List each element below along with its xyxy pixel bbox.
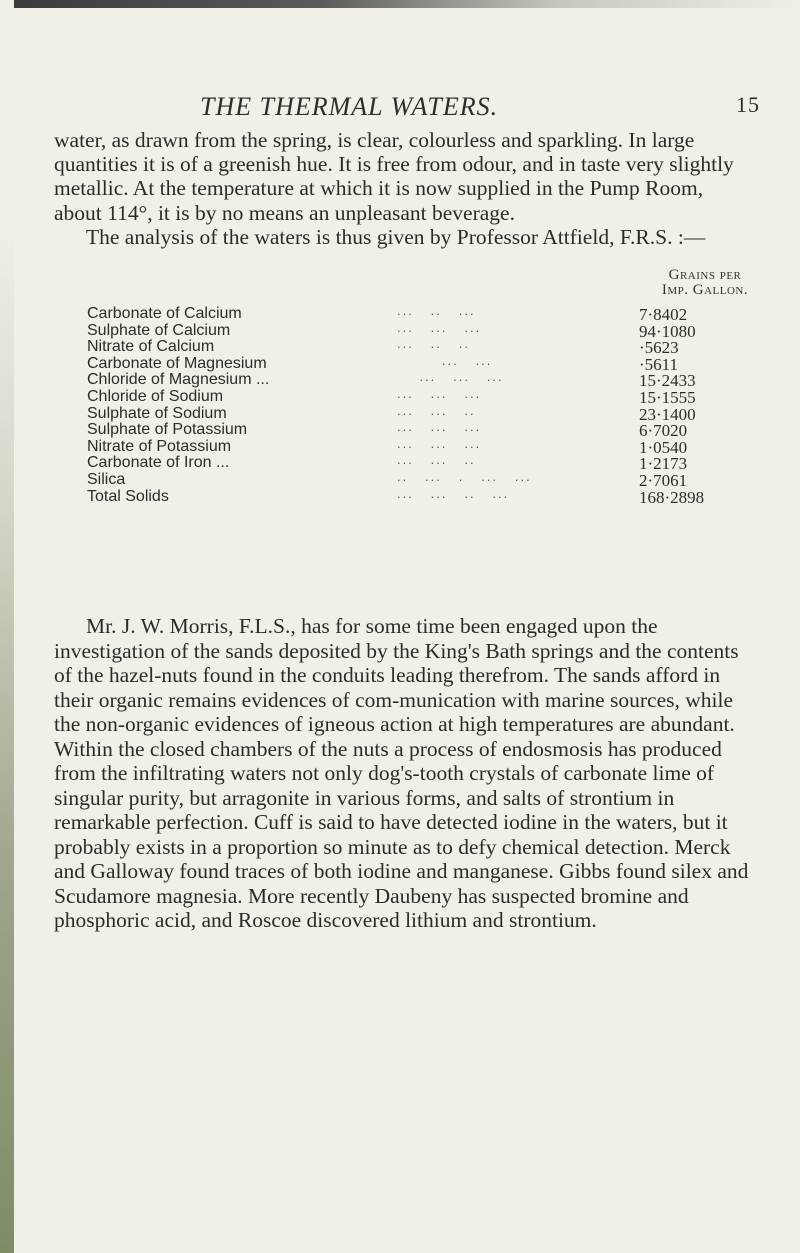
leader-dots: .. ... . ... ... (397, 468, 532, 484)
leader-dots: ... ... ... (397, 435, 482, 451)
analysis-table (87, 303, 747, 507)
row-value: ·5611 (639, 354, 679, 374)
row-name: Nitrate of Potassium (87, 437, 232, 455)
row-value: 6·7020 (639, 421, 688, 441)
row-value: 15·2433 (639, 371, 696, 391)
row-value: ·5623 (639, 338, 679, 358)
paragraph-2-text: Mr. J. W. Morris, F.L.S., has for some time been engaged upon the investigation of the sands deposited by the King's Bath springs and the contents of the hazel-nuts found in the conduits leading therefrom. The sands afford in their organic remains evidences of com-munication with marine sources, while the non-organic evidences of igneous action at high temperatures are abundant. Within the closed chambers of the nuts a process of endosmosis has produced from the infiltrating waters not only dog's-tooth crystals of carbonate lime of singular purity, but arragonite in various forms, and salts of strontium in remarkable perfection. Cuff is said to have detected iodine in the waters, but it probably exists in a proportion so minute as to defy chemical detection. Merck and Galloway found traces of both iodine and manganese. Gibbs found silex and Scudamore magnesia. More recently Daubeny has suspected bromine and phosphoric acid, and Roscoe discovered lithium and strontium. (54, 614, 749, 932)
row-name: Chloride of Magnesium ... (87, 371, 270, 389)
paragraph-1-continuation: The analysis of the waters is thus given by Professor Attfield, F.R.S. :— (86, 224, 706, 249)
row-value: 94·1080 (639, 321, 696, 341)
running-header (200, 92, 760, 122)
row-value: 15·1555 (639, 387, 696, 407)
row-name: Carbonate of Iron ... (87, 454, 230, 472)
row-name: Sulphate of Potassium (87, 421, 248, 439)
leader-dots: ... .. ... (397, 303, 476, 318)
paragraph-water-description (54, 128, 750, 249)
row-name: Carbonate of Calcium (87, 305, 242, 322)
leader-dots: ... ... .. (397, 452, 476, 468)
row-value: 1·0540 (639, 437, 688, 457)
row-name: Nitrate of Calcium (87, 338, 215, 356)
header-title: THE THERMAL WATERS. (200, 92, 499, 121)
row-name: Sulphate of Sodium (87, 404, 227, 422)
table-unit-header (640, 268, 770, 298)
row-name: Sulphate of Calcium (87, 321, 231, 339)
row-value: 23·1400 (639, 404, 696, 424)
leader-dots: ... ... (397, 352, 493, 368)
page-edge-shadow (0, 0, 800, 8)
row-name: Silica (87, 470, 126, 488)
row-name: Total Solids (87, 487, 169, 505)
leader-dots: ... ... ... (397, 419, 482, 435)
unit-line-1: Grains per (668, 267, 742, 283)
table-row (87, 485, 747, 507)
row-name: Carbonate of Magnesium (87, 354, 267, 372)
row-name: Chloride of Sodium (87, 387, 224, 405)
row-value: 1·2173 (639, 454, 688, 474)
leader-dots: ... ... ... (397, 319, 482, 335)
leader-dots: ... ... ... (397, 385, 482, 401)
paragraph-morris-investigation (54, 614, 750, 933)
page-binding-edge (0, 0, 14, 1253)
leader-dots: ... .. .. (397, 336, 470, 352)
leader-dots: ... ... ... (397, 369, 504, 385)
leader-dots: ... ... .. (397, 402, 476, 418)
paragraph-1-text: water, as drawn from the spring, is clear, colourless and sparkling. In large quantities it is of a greenish hue. It is free from odour, and in taste very slightly metallic. At the temperature at which it is now supplied in the Pump Room, about 114°, it is by no means an unpleasant beverage. (54, 128, 734, 225)
row-value: 7·8402 (639, 305, 688, 324)
row-value: 2·7061 (639, 470, 688, 490)
page-number: 15 (736, 92, 760, 117)
unit-line-2: Imp. Gallon. (661, 282, 749, 298)
row-value: 168·2898 (639, 487, 705, 507)
leader-dots: ... ... .. ... (397, 485, 510, 501)
